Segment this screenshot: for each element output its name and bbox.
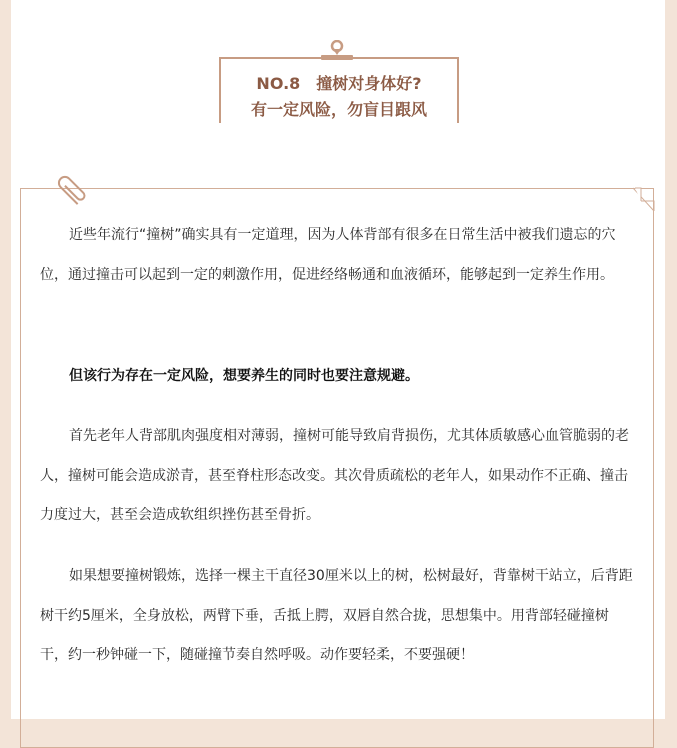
paragraph-risks: 首先老年人背部肌肉强度相对薄弱，撞树可能导致肩背损伤，尤其体质敏感心血管脆弱的老人，撞树可能会造成淤青，甚至脊柱形态改变。其次骨质疏松的老年人，如果动作不正确、撞击力度过大，甚至会造成软组织挫伤甚至骨折。	[40, 428, 629, 523]
paragraph-warning: 但该行为存在一定风险，想要养生的同时也要注意规避。	[69, 368, 419, 384]
folded-corner-icon	[633, 187, 655, 213]
section-title-number: NO.8 撞树对身体好?	[256, 74, 422, 93]
section-title-box	[219, 57, 459, 123]
paragraph-intro: 近些年流行“撞树”确实具有一定道理，因为人体背部有很多在日常生活中被我们遗忘的穴位，通过撞击可以起到一定的刺激作用，促进经络畅通和血液循环，能够起到一定养生作用。	[40, 227, 616, 283]
paragraph-method: 如果想要撞树锻炼，选择一棵主干直径30厘米以上的树，松树最好，背靠树干站立，后背距树干约5厘米，全身放松，两臂下垂，舌抵上腭，双唇自然合拢，思想集中。用背部轻碰撞树干，约一秒钟碰一下，随碰撞节奏自然呼吸。动作要轻柔，不要强硬！	[40, 568, 633, 663]
section-title-subtitle: 有一定风险，勿盲目跟风	[250, 100, 427, 119]
paperclip-icon	[52, 170, 92, 210]
